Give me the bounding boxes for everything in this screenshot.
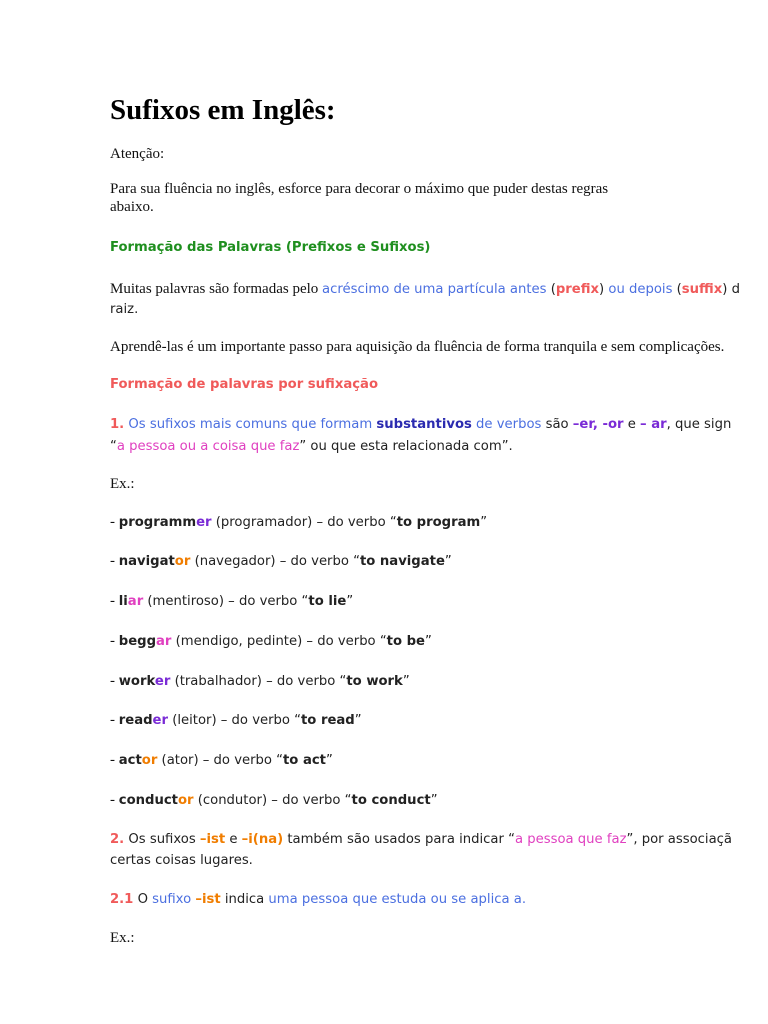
point-2-1-sufixo: sufixo <box>152 892 192 907</box>
point-1-tail: , que sign <box>666 417 732 432</box>
point-2-1-definition: uma pessoa que estuda ou se aplica a. <box>268 892 527 907</box>
point-1 <box>110 417 731 432</box>
point-2-line2: certas coisas lugares. <box>110 853 253 868</box>
point-1-suffix-ar: – ar <box>640 417 667 432</box>
paragraph-prefix-suffix-line2: raiz. <box>110 302 139 317</box>
example-suffix: or <box>141 753 158 768</box>
example-suffix: ar <box>127 594 144 609</box>
point-1-substantivos: substantivos <box>376 417 472 432</box>
example-root: read <box>118 713 153 728</box>
example-gloss: (leitor) – do verbo “ <box>168 713 301 728</box>
example-item: - actor (ator) – do verbo “to act” <box>110 752 333 768</box>
point-2-suffix-ina: –i(na) <box>241 832 284 847</box>
atencao-label: Atenção: <box>110 146 165 162</box>
example-item: - reader (leitor) – do verbo “to read” <box>110 712 362 728</box>
point-1-text-a: Os <box>124 417 150 432</box>
example-item: - liar (mentiroso) – do verbo “to lie” <box>110 593 354 609</box>
example-verb: to work <box>346 674 403 689</box>
point-2-1-o: O <box>133 892 153 907</box>
example-verb: to be <box>386 634 425 649</box>
para1-paren-open-2: ( <box>672 282 682 297</box>
para1-highlight-before: acréscimo de uma partícula antes <box>322 282 547 297</box>
para1-highlight-after: ou depois <box>608 282 673 297</box>
page-title: Sufixos em Inglês: <box>110 94 336 126</box>
example-suffix: ar <box>156 634 172 649</box>
example-gloss: (programador) – do verbo “ <box>211 515 397 530</box>
example-verb: to act <box>283 753 326 768</box>
point-1-verbs: de verbos <box>471 417 542 432</box>
example-root: navigat <box>118 554 175 569</box>
example-gloss: (trabalhador) – do verbo “ <box>170 674 347 689</box>
point-1-number: 1. <box>110 417 125 432</box>
point-1-definition: a pessoa ou a coisa que faz <box>116 439 300 454</box>
example-root: work <box>118 674 155 689</box>
example-root: programm <box>118 515 197 530</box>
example-verb: to navigate <box>359 554 445 569</box>
example-item: - beggar (mendigo, pedinte) – do verbo “to be” <box>110 633 432 649</box>
point-2-text-a: Os sufixos <box>124 832 200 847</box>
para1-paren-open: ( <box>546 282 556 297</box>
point-2-suffix-ist: –ist <box>199 832 226 847</box>
point-2-1-suffix-ist: –ist <box>195 892 221 907</box>
example-gloss: (ator) – do verbo “ <box>157 753 283 768</box>
point-1-sao: são <box>541 417 573 432</box>
point-1-text-b: sufixos mais comuns que formam <box>149 417 373 432</box>
point-1-e: e <box>623 417 641 432</box>
example-suffix: er <box>152 713 168 728</box>
example-verb: to lie <box>308 594 347 609</box>
point-2-1 <box>110 892 526 907</box>
point-2-text-b: também são usados para indicar “ <box>283 832 515 847</box>
example-gloss: (navegador) – do verbo “ <box>190 554 360 569</box>
example-root: begg <box>118 634 157 649</box>
example-item: - navigator (navegador) – do verbo “to navigate” <box>110 553 452 569</box>
example-item: - conductor (condutor) – do verbo “to conduct” <box>110 792 438 808</box>
example-label-2: Ex.: <box>110 930 135 946</box>
point-2-definition: a pessoa que faz <box>514 832 627 847</box>
heading-suffixation: Formação de palavras por sufixação <box>110 377 379 392</box>
example-root: li <box>118 594 128 609</box>
example-item: - worker (trabalhador) – do verbo “to work” <box>110 673 410 689</box>
example-verb: to read <box>301 713 355 728</box>
example-suffix: or <box>177 793 194 808</box>
para1-paren-close: ) <box>599 282 609 297</box>
point-2-1-indica: indica <box>220 892 269 907</box>
example-verb: to conduct <box>351 793 431 808</box>
example-gloss: (mendigo, pedinte) – do verbo “ <box>171 634 387 649</box>
point-2-e: e <box>225 832 242 847</box>
prefix-term: prefix <box>555 282 600 297</box>
example-label: Ex.: <box>110 476 135 492</box>
point-2-number: 2. <box>110 832 125 847</box>
paragraph-prefix-suffix <box>110 280 740 298</box>
example-root: conduct <box>118 793 178 808</box>
intro-line-1: Para sua fluência no inglês, esforce para decorar o máximo que puder destas regras <box>110 181 609 197</box>
para1-text: Muitas palavras são formadas pelo <box>110 281 323 297</box>
example-verb: to program <box>396 515 481 530</box>
para1-paren-close-2: ) <box>722 282 732 297</box>
example-suffix: er <box>154 674 171 689</box>
example-gloss: (mentiroso) – do verbo “ <box>143 594 309 609</box>
heading-word-formation: Formação das Palavras (Prefixos e Sufixos) <box>110 240 431 255</box>
example-root: act <box>118 753 142 768</box>
paragraph-importance: Aprendê-las é um importante passo para aquisição da fluência de forma tranquila e sem complicações. <box>110 339 725 355</box>
example-gloss: (condutor) – do verbo “ <box>193 793 352 808</box>
point-1-suffixes-er-or: –er, -or <box>572 417 624 432</box>
point-2 <box>110 832 732 847</box>
para1-cut-text: d <box>731 282 740 297</box>
example-item: - programmer (programador) – do verbo “to program” <box>110 514 488 530</box>
suffix-term: suffix <box>681 282 723 297</box>
point-1-line2 <box>110 439 513 454</box>
example-suffix: or <box>174 554 191 569</box>
point-2-1-number: 2.1 <box>110 892 134 907</box>
point-1-quote-open: “ <box>110 439 117 454</box>
point-2-tail: ”, por associaçã <box>626 832 732 847</box>
intro-line-2: abaixo. <box>110 199 154 215</box>
point-1-line2-tail: ” ou que esta relacionada com”. <box>299 439 513 454</box>
example-suffix: er <box>196 515 212 530</box>
